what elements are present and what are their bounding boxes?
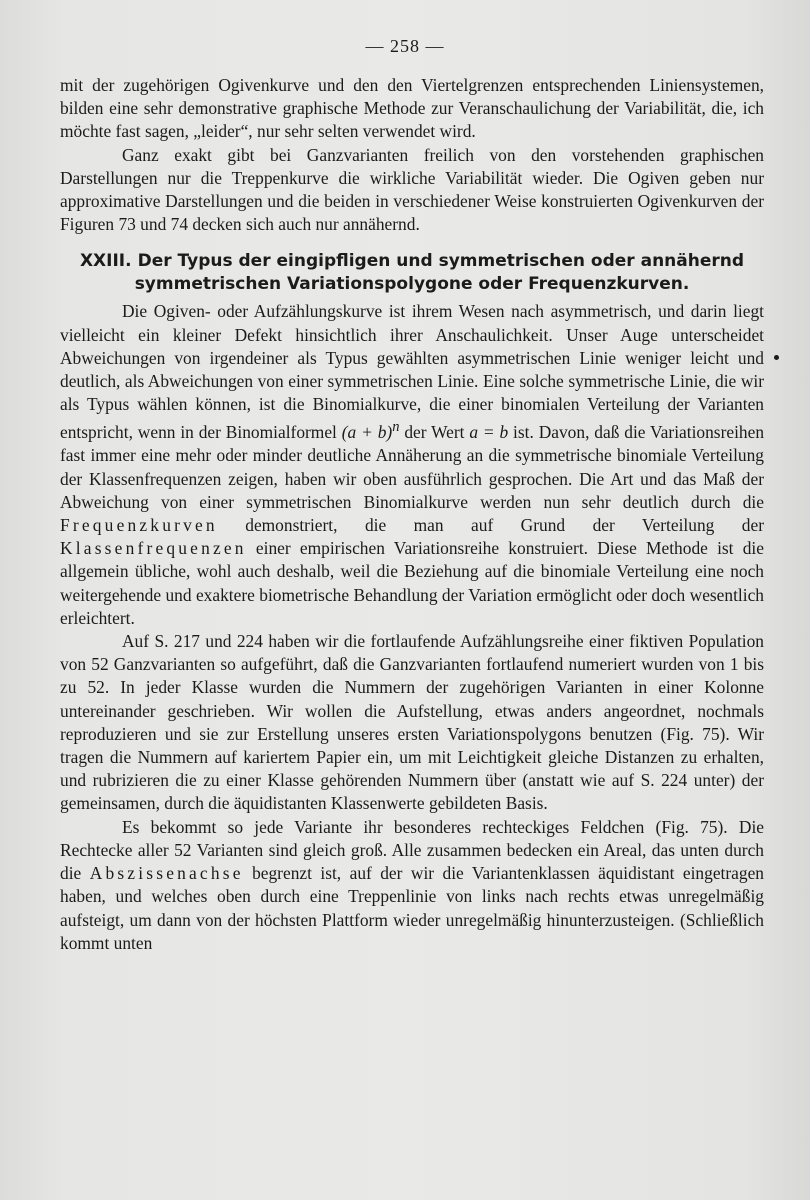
text-run: der Wert bbox=[399, 422, 470, 443]
text-run: demonstriert, die man auf Grund der Verteilung der bbox=[217, 515, 764, 536]
page-body bbox=[60, 74, 764, 955]
text-run: begrenzt ist, auf der wir die Variantenklassen äquidistant eingetragen haben, und welches oben durch eine Treppenlinie von links nach rechts etwas unregelmäßig aufsteigt, um dann von der höchsten Plattform wieder unregelmäßig hinunterzusteigen. (Schließlich kommt unten bbox=[60, 863, 764, 953]
text-run: ist. Davon, daß die Variationsreihen fast immer eine mehr oder minder deutliche Annäherung an die symmetrische binomiale Verteilung der Klassenfrequenzen zeigen, haben wir oben ausführlich gesprochen. Die Art und das Maß der Abweichung von einer symmetrischen Binomialkurve werden nun sehr deutlich durch die bbox=[60, 422, 765, 512]
paragraph-5 bbox=[60, 816, 764, 955]
section-heading bbox=[60, 250, 764, 296]
ink-speck bbox=[774, 355, 779, 360]
page-number: — 258 — bbox=[365, 36, 445, 56]
section-number: XXIII. bbox=[79, 251, 132, 272]
term-klassenfrequenzen: Klassenfrequenzen bbox=[60, 538, 247, 559]
term-frequenzkurven: Frequenzkurven bbox=[60, 515, 218, 536]
formula-condition: a = b bbox=[469, 422, 509, 443]
text-run: einer empirischen Variationsreihe konstruiert. Diese Methode ist die allgemein übliche, wohl auch deshalb, weil die Beziehung auf die binomiale Verteilung eine noch weitergehende und exaktere biometrische Behandlung der Variation ermöglicht oder doch wesentlich erleichtert. bbox=[60, 538, 764, 628]
paragraph-2: Ganz exakt gibt bei Ganzvarianten freilich von den vorstehenden graphischen Darstellungen nur die Treppenkurve die wirkliche Variabilität wieder. Die Ogiven geben nur approximative Darstellungen und die beiden in verschiedener Weise konstruierten Ogivenkurven der Figuren 73 und 74 decken sich auch nur annähernd. bbox=[60, 144, 764, 235]
paragraph-3 bbox=[60, 300, 764, 630]
paragraph-1: mit der zugehörigen Ogivenkurve und den den Viertelgrenzen entsprechenden Liniensystemen, bilden eine sehr demonstrative graphische Methode zur Veranschaulichung der Variabilität, die, ich möchte fast sagen, „leider“, nur sehr selten verwendet wird. bbox=[60, 75, 764, 142]
text-run: Es bekommt so jede Variante ihr besonderes rechteckiges Feldchen (Fig. 75). Die Rechtecke aller 52 Varianten sind gleich groß. Alle zusammen bedecken ein Areal, das unten durch die bbox=[60, 816, 764, 884]
binomial-formula: (a + b) bbox=[341, 422, 393, 443]
paragraph-4: Auf S. 217 und 224 haben wir die fortlaufende Aufzählungsreihe einer fiktiven Population von 52 Ganzvarianten so aufgeführt, daß die Ganzvarianten fortlaufend numeriert wurden von 1 bis zu 52. In jeder Klasse wurden die Nummern der zugehörigen Varianten in einer Kolonne untereinander geschrieben. Wir wollen die Aufstellung, etwas anders angeordnet, nochmals reproduzieren und sie zur Erstellung unseres ersten Variationspolygons benutzen (Fig. 75). Wir tragen die Nummern auf kariertem Papier ein, um mit Leichtigkeit gleiche Distanzen zu erhalten, und rubrizieren die zu einer Klasse gehörenden Nummern über (anstatt wie auf S. 224 unter) der gemeinsamen, durch die äquidistanten Klassenwerte gebildeten Basis. bbox=[60, 631, 764, 814]
text-run: Die Ogiven- oder Aufzählungskurve ist ihrem Wesen nach asymmetrisch, und darin liegt vielleicht ein kleiner Defekt hinsichtlich ihrer Anschaulichkeit. Unser Auge unterscheidet Abweichungen von irgendeiner als Typus gewählten asymmetrischen Linie weniger leicht und deutlich, als Abweichungen von einer symmetrischen Linie. Eine solche symmetrische Linie, die wir als Typus wählen können, ist die Binomialkurve, die einer binomialen Verteilung der Varianten entspricht, wenn in der Binomialformel bbox=[60, 301, 764, 443]
formula-exponent: n bbox=[392, 419, 400, 436]
term-abszissenachse: Abszissenachse bbox=[89, 863, 244, 884]
section-title: Der Typus der eingipfligen und symmetrischen oder annähernd symmetrischen Variationspolygone oder Frequenzkurven. bbox=[134, 251, 745, 295]
